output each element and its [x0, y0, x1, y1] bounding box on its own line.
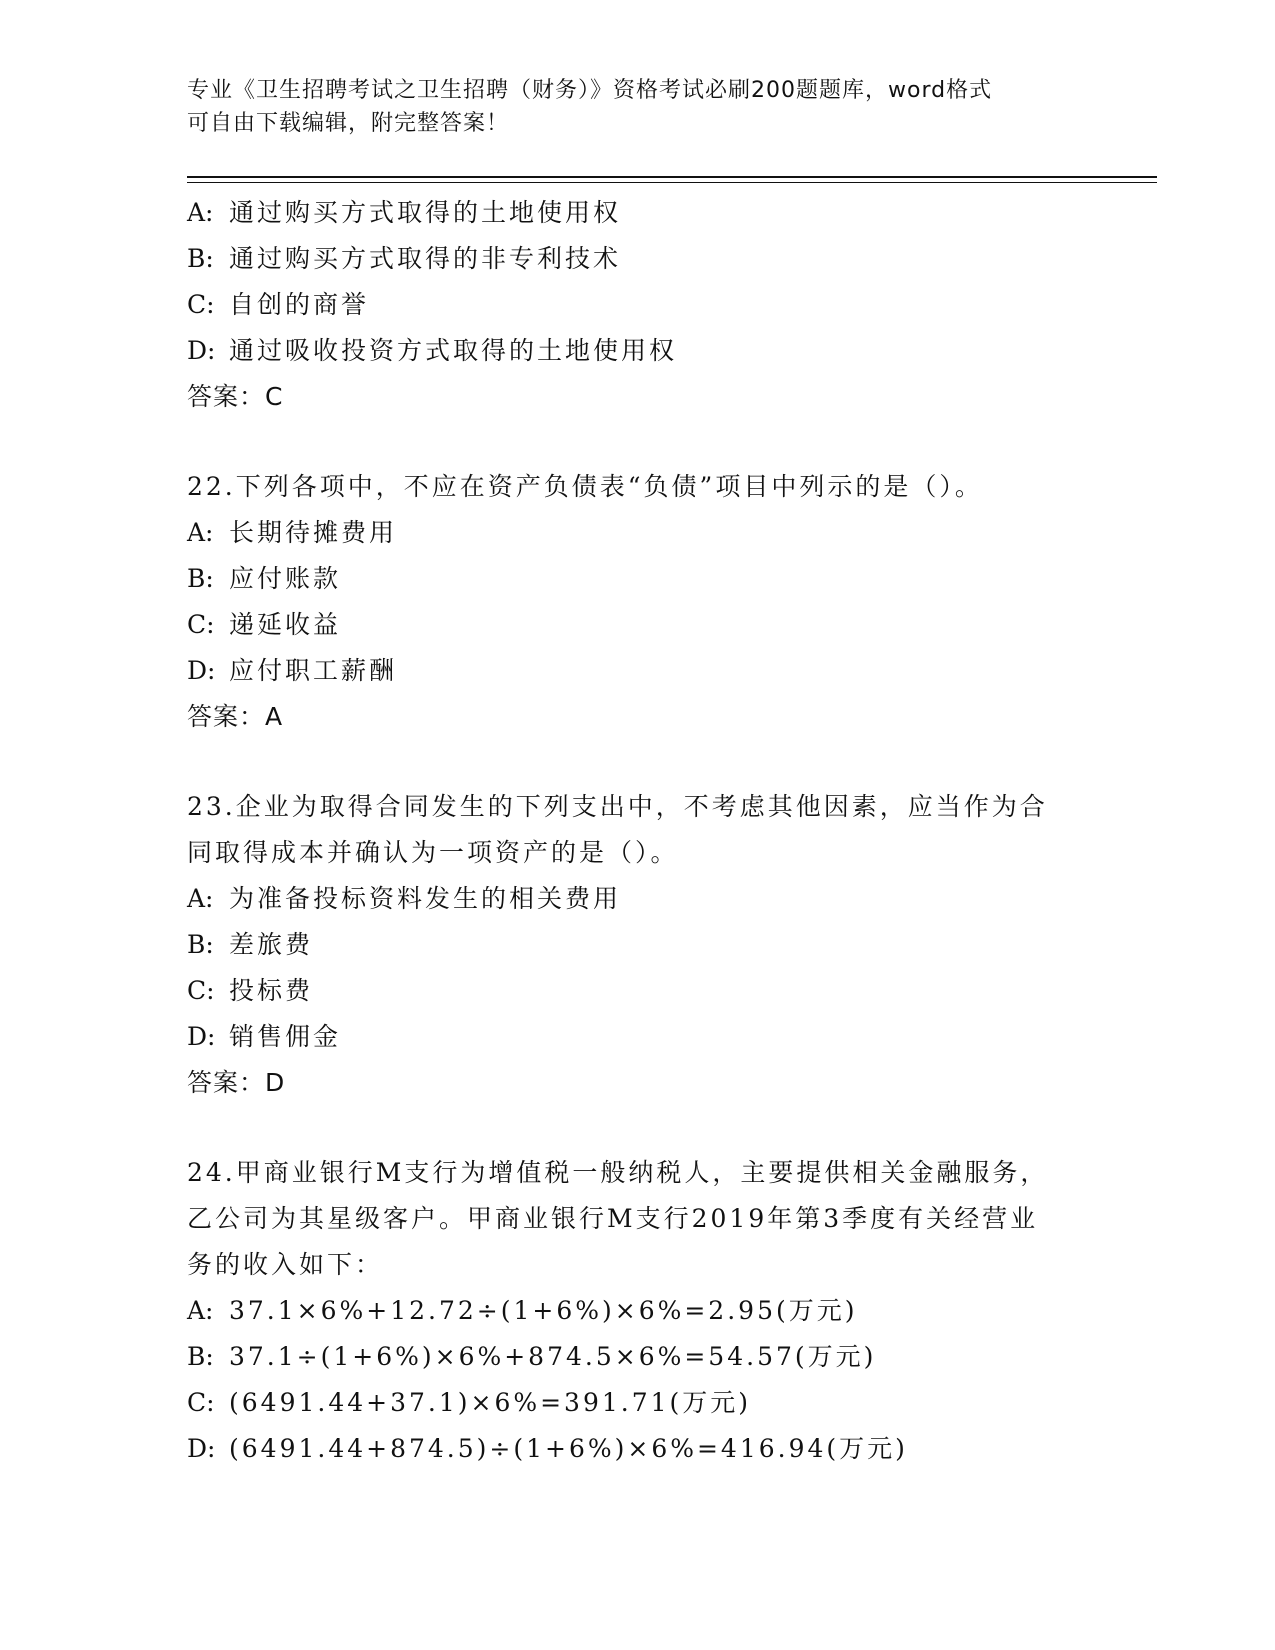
option-d: D: 应付职工薪酬 — [187, 656, 398, 685]
option-d: D: (6491.44+874.5)÷(1+6%)×6%=416.94(万元) — [187, 1434, 908, 1463]
header-line-2: 可自由下载编辑，附完整答案！ — [187, 111, 510, 136]
option-a: A: 长期待摊费用 — [187, 518, 398, 547]
question-stem-line-3: 务的收入如下： — [187, 1250, 384, 1279]
document-header — [187, 74, 1067, 140]
answer: 答案：C — [187, 382, 284, 411]
option-a: A: 为准备投标资料发生的相关费用 — [187, 884, 622, 913]
question-stem: 22.下列各项中，不应在资产负债表“负债”项目中列示的是（）。 — [187, 472, 983, 501]
question-stem-line-1: 23.企业为取得合同发生的下列支出中，不考虑其他因素，应当作为合 — [187, 792, 1048, 821]
option-b: B: 37.1÷(1+6%)×6%+874.5×6%=54.57(万元) — [187, 1342, 877, 1371]
question-22 — [187, 464, 1087, 740]
question-stem-line-2: 乙公司为其星级客户。甲商业银行M支行2019年第3季度有关经营业 — [187, 1204, 1039, 1233]
option-d: D: 销售佣金 — [187, 1022, 342, 1051]
option-b: B: 差旅费 — [187, 930, 314, 959]
option-a: A: 通过购买方式取得的土地使用权 — [187, 198, 622, 227]
question-23 — [187, 784, 1087, 1106]
answer: 答案：A — [187, 702, 284, 731]
answer: 答案：D — [187, 1068, 286, 1097]
header-rule-thick — [187, 176, 1157, 178]
header-line-1: 专业《卫生招聘考试之卫生招聘（财务）》资格考试必刷200题题库，word格式 — [187, 78, 993, 103]
question-stem-line-1: 24.甲商业银行M支行为增值税一般纳税人，主要提供相关金融服务， — [187, 1158, 1049, 1187]
option-a: A: 37.1×6%+12.72÷(1+6%)×6%=2.95(万元) — [187, 1296, 858, 1325]
option-c: C: 递延收益 — [187, 610, 342, 639]
question-24 — [187, 1150, 1087, 1472]
question-21 — [187, 190, 1087, 420]
option-c: C: 投标费 — [187, 976, 314, 1005]
question-stem-line-2: 同取得成本并确认为一项资产的是（）。 — [187, 838, 679, 867]
option-c: C: (6491.44+37.1)×6%=391.71(万元) — [187, 1388, 752, 1417]
question-list — [187, 190, 1087, 1472]
option-c: C: 自创的商誉 — [187, 290, 370, 319]
option-b: B: 应付账款 — [187, 564, 342, 593]
option-b: B: 通过购买方式取得的非专利技术 — [187, 244, 622, 273]
option-d: D: 通过吸收投资方式取得的土地使用权 — [187, 336, 678, 365]
header-rule-thin — [187, 182, 1157, 183]
